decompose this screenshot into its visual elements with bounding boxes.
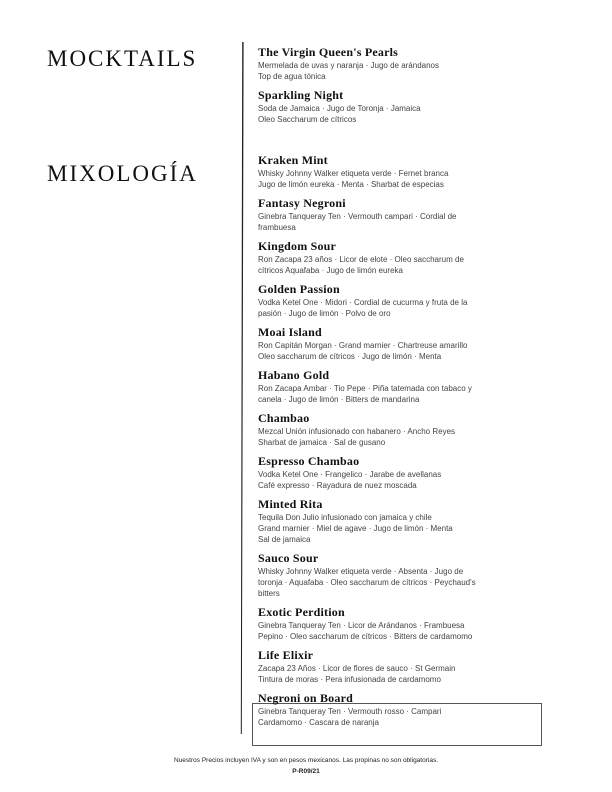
- menu-item-description: Soda de Jamaica · Jugo de Toronja · Jamaica: [258, 104, 421, 113]
- menu-item-name: Sparkling Night: [258, 88, 344, 102]
- menu-item-description: cítricos Aquafaba · Jugo de limón eureka: [258, 266, 403, 275]
- menu-item-name: Moai Island: [258, 325, 322, 339]
- menu-item-description: toronja · Aquafaba · Oleo saccharum de cítricos · Peychaud's: [258, 578, 476, 587]
- menu-item-name: Kingdom Sour: [258, 239, 337, 253]
- menu-item-description: Cardamomo · Cascara de naranja: [258, 718, 379, 727]
- menu-item: [258, 411, 548, 448]
- menu-item-description: Mezcal Unión infusionado con habanero · Ancho Reyes: [258, 427, 456, 436]
- menu-item: [258, 153, 548, 190]
- menu-item: [258, 368, 548, 405]
- menu-item-description: Vodka Ketel One · Midori · Cordial de cucurma y fruta de la: [258, 298, 468, 307]
- menu-item-description: Ron Capitán Morgan · Grand marnier · Chartreuse amarillo: [258, 341, 468, 350]
- menu-item: [258, 454, 548, 491]
- menu-item: [258, 551, 548, 599]
- menu-item: [258, 45, 548, 82]
- menu-item-name: Negroni on Board: [258, 691, 353, 705]
- menu-item: [258, 325, 548, 362]
- menu-item: [258, 88, 548, 125]
- menu-item-description: Tequila Don Julio infusionado con jamaica y chile: [258, 513, 432, 522]
- menu-item-name: Habano Gold: [258, 368, 330, 382]
- menu-item-name: Minted Rita: [258, 497, 323, 511]
- menu-item-description: Whisky Johnny Walker etiqueta verde · Absenta · Jugo de: [258, 567, 464, 576]
- menu-item-description: Jugo de limón eureka · Menta · Sharbat de especias: [258, 180, 444, 189]
- menu-item-name: Life Elixir: [258, 648, 314, 662]
- menu-item-name: The Virgin Queen's Pearls: [258, 45, 398, 59]
- menu-item-description: pasión · Jugo de limón · Polvo de oro: [258, 309, 391, 318]
- footer-code: P-R09/21: [292, 768, 320, 775]
- footer-note: Nuestros Precios incluyen IVA y son en pesos mexicanos. Las propinas no son obligatorias.: [174, 757, 438, 764]
- menu-item: [258, 239, 548, 276]
- menu-item-name: Golden Passion: [258, 282, 340, 296]
- menu-item: [258, 691, 548, 728]
- menu-item-description: Whisky Johnny Walker etiqueta verde · Fernet branca: [258, 169, 449, 178]
- section-title-mocktails: MOCKTAILS: [47, 46, 198, 71]
- menu-item-list: [258, 45, 548, 734]
- menu-item-description: Oleo Saccharum de cítricos: [258, 115, 357, 124]
- menu-item-description: Tintura de moras · Pera infusionada de cardamomo: [258, 675, 441, 684]
- menu-item-description: canela · Jugo de limón · Bitters de mandarina: [258, 395, 420, 404]
- menu-item-description: frambuesa: [258, 223, 296, 232]
- menu-item: [258, 282, 548, 319]
- menu-item-name: Fantasy Negroni: [258, 196, 346, 210]
- menu-item: [258, 196, 548, 233]
- menu-item: [258, 497, 548, 545]
- menu-item-description: Oleo saccharum de cítricos · Jugo de limón · Menta: [258, 352, 442, 361]
- menu-item-name: Espresso Chambao: [258, 454, 360, 468]
- menu-item-description: Café expresso · Rayadura de nuez moscada: [258, 481, 417, 490]
- menu-item-description: Ginebra Tanqueray Ten · Vermouth rosso · Campari: [258, 707, 442, 716]
- menu-item-description: Ginebra Tanqueray Ten · Licor de Arándanos · Frambuesa: [258, 621, 465, 630]
- menu-item-name: Chambao: [258, 411, 310, 425]
- menu-item-description: Top de agua tónica: [258, 72, 326, 81]
- menu-item: [258, 648, 548, 685]
- menu-item-name: Kraken Mint: [258, 153, 328, 167]
- menu-item-description: Sharbat de jamaica · Sal de gusano: [258, 438, 386, 447]
- menu-item-description: Vodka Ketel One · Frangelico · Jarabe de avellanas: [258, 470, 442, 479]
- menu-item-description: Pepino · Oleo saccharum de cítricos · Bitters de cardamomo: [258, 632, 473, 641]
- menu-item-description: Ginebra Tanqueray Ten · Vermouth campari · Cordial de: [258, 212, 457, 221]
- menu-item-description: Ron Zacapa 23 años · Licor de elote · Oleo saccharum de: [258, 255, 464, 264]
- menu-item-name: Sauco Sour: [258, 551, 319, 565]
- menu-item-description: Ron Zacapa Ambar · Tio Pepe · Piña tatemada con tabaco y: [258, 384, 472, 393]
- menu-item-description: Zacapa 23 Años · Licor de flores de sauco · St Germain: [258, 664, 456, 673]
- menu-item: [258, 605, 548, 642]
- menu-item-description: Sal de jamaica: [258, 535, 311, 544]
- menu-item-description: bitters: [258, 589, 280, 598]
- section-title-mixologia: MIXOLOGÍA: [47, 161, 198, 186]
- menu-item-description: Grand marnier · Miel de agave · Jugo de limón · Menta: [258, 524, 453, 533]
- menu-item-description: Mermelada de uvas y naranja · Jugo de arándanos: [258, 61, 439, 70]
- menu-item-name: Exotic Perdition: [258, 605, 345, 619]
